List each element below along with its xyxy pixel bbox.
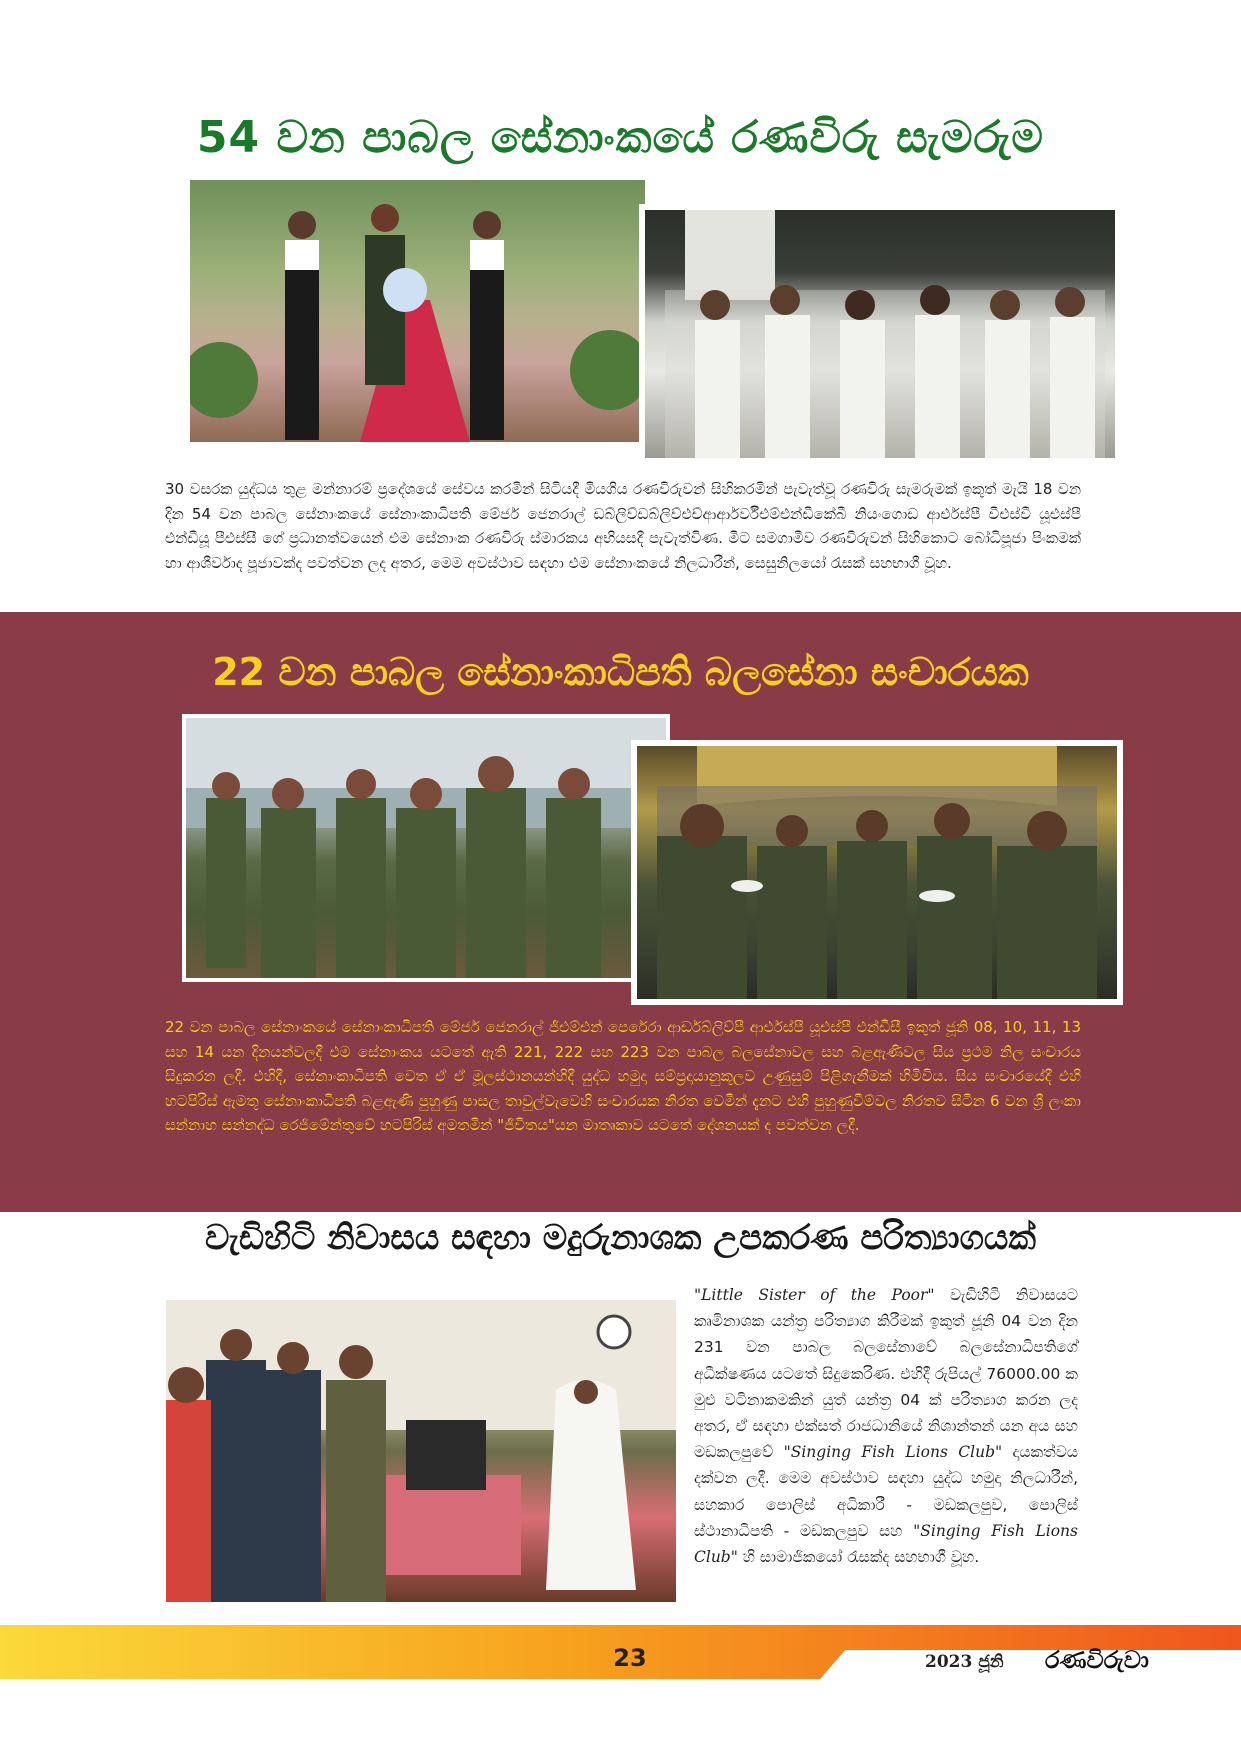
magazine-logo: රණවිරුවා <box>1045 1646 1149 1674</box>
article-title-3: වැඩිහිටි නිවාසය සඳහා මදුරුනාශක උපකරණ පරිත්‍යාගයක් <box>205 1218 1036 1258</box>
quote-lions-club-2: "Singing Fish Lions Club" <box>694 1521 1078 1567</box>
article-body-3 <box>694 1282 1078 1570</box>
mess-hall-photo <box>631 740 1123 1005</box>
body-part-c: හි සාමාජිකයෝ රැසක්ද සහභාගී වූහ. <box>737 1548 980 1567</box>
article-body-2: 22 වන පාබල සේනාංකයේ සේනාංකාධිපති මේජර් ජෙනරාල් ජීඑම්එන් පෙරේරා ආර්ඩබ්ලිව්පී ආර්එස්පී යූඑස්පී එන්ඩීසී ඉකුත් ජූනි 08, 10, 11, 13 සහ 14 යන දිනයන්වලදී එම සේනාංකය යටතේ ඇති 221, 222 සහ 223 වන පාබල බලසේනාවල සහ බළඇණිවල සිය ප්‍රථම නිල සංචාරය සිදුකරන ලදී. එහිදී, සේනාංකාධිපති වෙත ඒ ඒ මූලස්ථානයන්හිදී යුද්ධ හමුදා සම්ප්‍රදායානුකූලව උණුසුම් පිළිගැනීමක් හිමිවිය. සිය සංචාරයේදී එහි හටපිරිස් ඇමතූ සේනාංකාධිපති බළඇණි පුහුණු පාසල තාවුල්වැවෙහි සංචාරයක නිරත වෙමින් දැනට එහි පුහුණුවීම්වල නිරතව සිටින 6 වන ශ්‍රී ලංකා සන්නාහ සන්නද්ධ රෙජිමේන්තුවේ හටපිරිස් අමතමින් "ජීවිතය"යන මාතෘකාව යටතේ දේශනයක් ද පවත්වන ලදී. <box>165 1018 1081 1134</box>
bodhi-puja-photo <box>639 204 1121 464</box>
body-part-a: වැඩිහිටි නිවාසයට කෘමිනාශක යන්ත්‍ර පරිත්‍යාග කිරීමක් ඉකුත් ජූනි 04 වන දින 231 වන පාබල බලසේනාවේ බලසේනාධිපතිගේ අධීක්ෂණය යටතේ සිදුකෙරිණ. එහිදී රුපියල් 76000.00 ක මුළු වටිනාකමකින් යුත් යන්ත්‍ර 04 ක් පරිත්‍යාග කරන ලද අතර, ඒ සඳහා එක්සත් රාජධානියේ නිශාන්තන් යන අය සහ මඩකලපුවේ <box>694 1286 1078 1462</box>
issue-date: 2023 ජූනි <box>925 1652 1004 1672</box>
article-title-1: 54 වන පාබල සේනාංකයේ රණවිරු සැමරුම <box>196 112 1045 163</box>
donation-photo <box>166 1300 676 1602</box>
article-body-1: 30 වසරක යුද්ධය තුළ මන්නාරම් ප්‍රදේශයේ සේවය කරමින් සිටියදී මියගිය රණවිරුවන් සිහිකරමින් පැවැත්වූ රණවිරු සැමරුමක් ඉකුත් මැයි 18 වන දින 54 වන පාබල සේනාංකයේ සේනාංකාධිපති මේජර් ජෙනරාල් ඩබ්ලිව්ඩබ්ලිව්එච්ආර්ආර්වීඑම්එන්ඩීකේබී නියංගොඩ ආර්එස්පී වීඑස්වී යූඑස්පී එන්ඩීයූ පීඑස්සී ගේ ප්‍රධානත්වයෙන් එම සේනාංක රණවිරු ස්මාරකය අභියසදී පැවැත්විණ. මීට සමගාමීව රණවිරුවන් සිහිකොට බෝධිපූජා පිංකමක් හා ආශීර්වාද පූජාවක්ද පවත්වන ලද අතර, මෙම අවස්ථාව සඳහා එම සේනාංකයේ නිලධාරීන්, සෙසුනිලයෝ රැසක් සහභාගී වූහ. <box>165 480 1081 572</box>
article-title-2: 22 වන පාබල සේනාංකාධිපති බලසේනා සංචාරයක <box>212 650 1029 694</box>
body-part-b: දායකත්වය දක්වන ලදී. මෙම අවස්ථාව සඳහා යුද්ධ හමුදා නිලධාරීන්, සහකාර පොලිස් අධිකාරී - මඩකලපුව, පොලිස් ස්ථානාධිපති - මඩකලපුව සහ <box>694 1443 1078 1540</box>
footer-label-area <box>820 1650 1241 1679</box>
quote-little-sister: "Little Sister of the Poor" <box>694 1286 935 1304</box>
page-number: 23 <box>613 1644 647 1672</box>
field-visit-photo <box>182 714 670 982</box>
quote-lions-club: "Singing Fish Lions Club" <box>783 1443 1003 1462</box>
memorial-parade-photo <box>190 180 645 442</box>
